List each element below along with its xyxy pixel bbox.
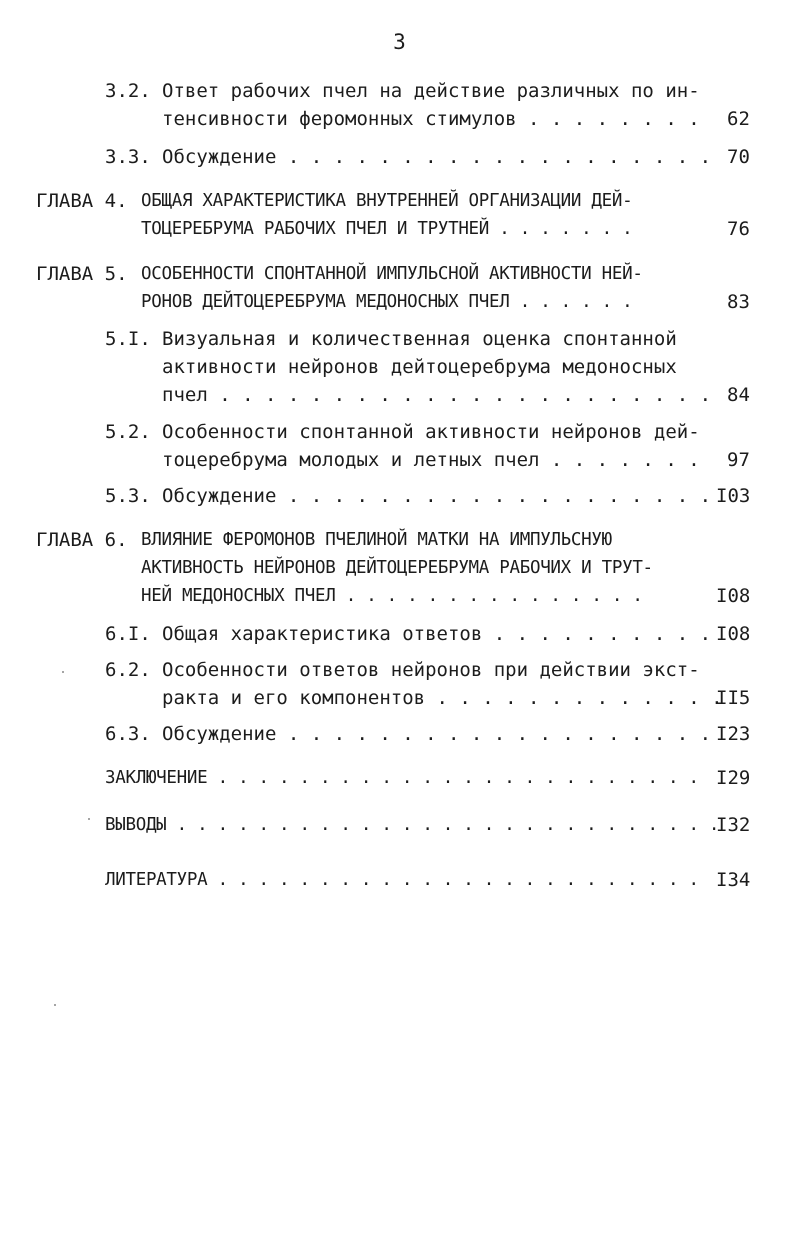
toc-entry-line: ЗАКЛЮЧЕНИЕ . . . . . . . . . . . . . . . . . . . . . . . .	[105, 768, 699, 788]
toc-entry-line: ЛИТЕРАТУРА . . . . . . . . . . . . . . . . . . . . . . . .	[105, 870, 699, 890]
toc-page-number: I34	[716, 869, 751, 891]
toc-entry-line: Общая характеристика ответов . . . . . . . . . .	[162, 623, 712, 645]
toc-entry-line: ВЛИЯНИЕ ФЕРОМОНОВ ПЧЕЛИНОЙ МАТКИ НА ИМПУЛЬСНУЮ	[141, 530, 612, 550]
toc-entry-line: НЕЙ МЕДОНОСНЫХ ПЧЕЛ . . . . . . . . . . . . . . .	[141, 586, 643, 606]
toc-page-number: 97	[727, 449, 750, 471]
toc-page-number: II5	[716, 687, 751, 709]
toc-page-number: 83	[727, 291, 750, 313]
scan-speck	[62, 671, 64, 673]
toc-entry-prefix: 5.3.	[105, 485, 151, 507]
toc-entry-line: Обсуждение . . . . . . . . . . . . . . . . . . .	[162, 723, 712, 745]
page-number: 3	[393, 30, 406, 54]
toc-entry-prefix: ГЛАВА 5.	[36, 263, 128, 285]
toc-page-number: I08	[716, 623, 751, 645]
toc-page-number: 84	[727, 384, 750, 406]
toc-entry-line: ВЫВОДЫ . . . . . . . . . . . . . . . . . . . . . . . . . . .	[105, 815, 720, 835]
toc-page-number: 76	[727, 218, 750, 240]
toc-entry-line: Визуальная и количественная оценка спонтанной	[162, 328, 677, 350]
toc-page-number: I03	[716, 485, 751, 507]
toc-entry-line: пчел . . . . . . . . . . . . . . . . . . . . . .	[162, 384, 712, 406]
toc-entry-line: Обсуждение . . . . . . . . . . . . . . . . . . .	[162, 485, 712, 507]
toc-page-number: 62	[727, 108, 750, 130]
toc-entry-line: ракта и его компонентов . . . . . . . . . . . . .	[162, 687, 723, 709]
toc-page-number: I23	[716, 723, 751, 745]
toc-entry-line: Обсуждение . . . . . . . . . . . . . . . . . . .	[162, 146, 712, 168]
toc-entry-line: активности нейронов дейтоцеребрума медоносных	[162, 356, 677, 378]
toc-entry-line: РОНОВ ДЕЙТОЦЕРЕБРУМА МЕДОНОСНЫХ ПЧЕЛ . . . . . .	[141, 292, 633, 312]
toc-entry-line: Ответ рабочих пчел на действие различных по ин-	[162, 80, 700, 102]
toc-entry-prefix: 5.2.	[105, 421, 151, 443]
toc-entry-prefix: 5.I.	[105, 328, 151, 350]
toc-entry-prefix: ГЛАВА 4.	[36, 190, 128, 212]
toc-entry-line: ТОЦЕРЕБРУМА РАБОЧИХ ПЧЕЛ И ТРУТНЕЙ . . . . . . .	[141, 219, 633, 239]
toc-entry-line: АКТИВНОСТЬ НЕЙРОНОВ ДЕЙТОЦЕРЕБРУМА РАБОЧИХ И ТРУТ-	[141, 558, 653, 578]
toc-entry-line: тенсивности феромонных стимулов . . . . . . . .	[162, 108, 700, 130]
scan-speck	[88, 818, 90, 820]
toc-entry-prefix: 6.2.	[105, 659, 151, 681]
toc-entry-prefix: 3.3.	[105, 146, 151, 168]
toc-entry-line: тоцеребрума молодых и летных пчел . . . . . . .	[162, 449, 700, 471]
toc-entry-prefix: 6.3.	[105, 723, 151, 745]
toc-page-number: I29	[716, 767, 751, 789]
scan-speck	[54, 1004, 56, 1006]
toc-entry-line: Особенности ответов нейронов при действии экст-	[162, 659, 700, 681]
toc-page-number: I08	[716, 585, 751, 607]
toc-entry-line: ОСОБЕННОСТИ СПОНТАННОЙ ИМПУЛЬСНОЙ АКТИВНОСТИ НЕЙ-	[141, 264, 643, 284]
toc-page-number: 70	[727, 146, 750, 168]
toc-entry-prefix: 3.2.	[105, 80, 151, 102]
toc-page-number: I32	[716, 814, 751, 836]
toc-entry-line: Особенности спонтанной активности нейронов дей-	[162, 421, 700, 443]
toc-entry-prefix: 6.I.	[105, 623, 151, 645]
toc-entry-prefix: ГЛАВА 6.	[36, 529, 128, 551]
toc-entry-line: ОБЩАЯ ХАРАКТЕРИСТИКА ВНУТРЕННЕЙ ОРГАНИЗАЦИИ ДЕЙ-	[141, 191, 633, 211]
